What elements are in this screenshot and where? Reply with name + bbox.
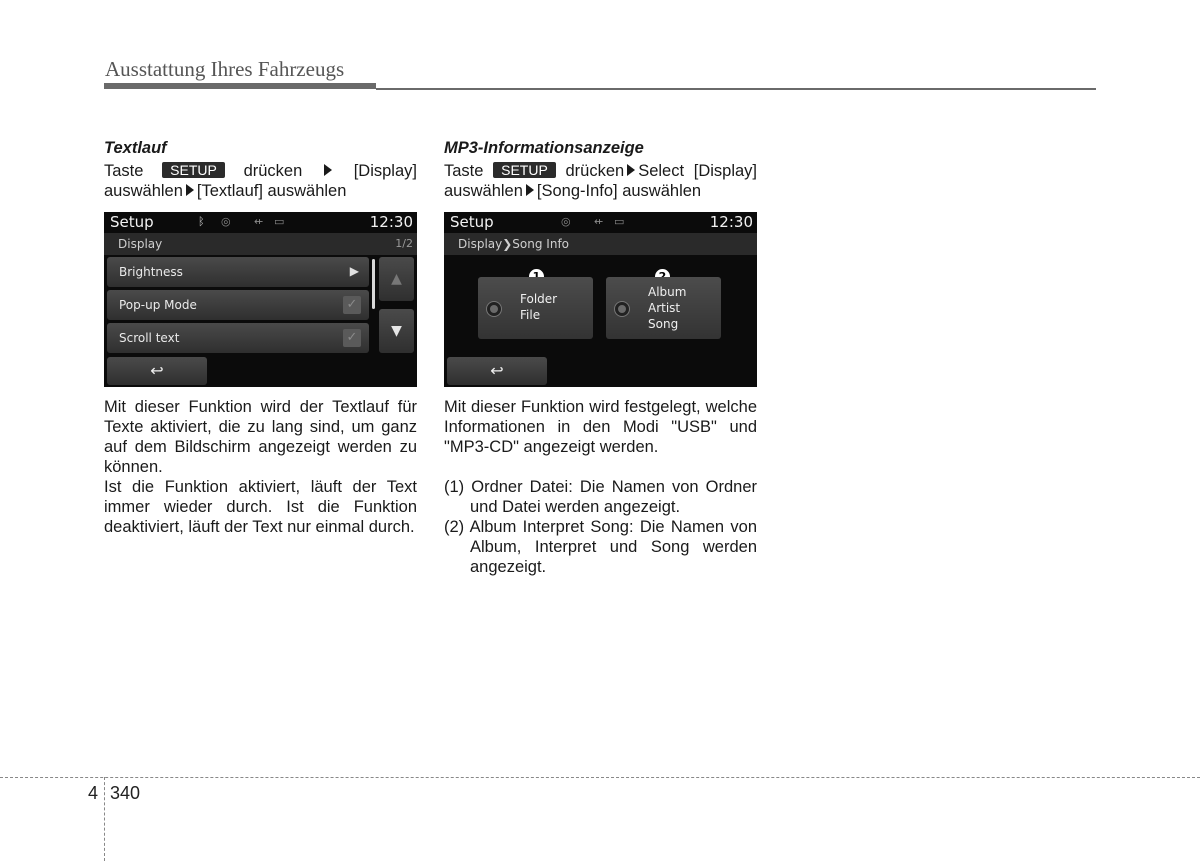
left-body <box>104 397 417 537</box>
page-indicator: 1/2 <box>395 237 413 250</box>
radio-icon[interactable] <box>614 301 630 317</box>
breadcrumb-parent: Display <box>458 237 503 251</box>
instruction-line-1 <box>104 161 417 181</box>
status-bar <box>104 212 417 232</box>
menu-item-brightness[interactable] <box>107 257 369 287</box>
clock: 12:30 <box>369 213 413 231</box>
list-marker: (2) <box>444 518 465 536</box>
instruction-text: [Display] <box>353 162 417 180</box>
footer-divider <box>104 777 105 861</box>
page-number: 340 <box>110 783 141 803</box>
menu-item-label: Scroll text <box>119 331 180 345</box>
breadcrumb <box>104 233 417 255</box>
aux-icon: ▭ <box>274 215 285 228</box>
menu-item-scroll-text[interactable] <box>107 323 369 353</box>
list-text: Album Interpret Song: Die Namen von Album, Interpret und Song werden angezeigt. <box>469 518 757 576</box>
aux-icon: ▭ <box>614 215 625 228</box>
option-line: Folder <box>520 292 558 306</box>
option-line: File <box>520 308 541 322</box>
arrow-right-icon <box>324 164 332 176</box>
breadcrumb-current: Song Info <box>512 237 570 251</box>
page-header-title: Ausstattung Ihres Fahrzeugs <box>105 57 345 81</box>
scrollbar-thumb[interactable] <box>372 259 375 309</box>
instruction-line-1 <box>444 161 757 181</box>
setup-screen-song-info <box>444 212 757 387</box>
instruction-line-2 <box>104 181 417 201</box>
right-column <box>444 138 757 201</box>
section-heading-mp3-info: MP3-Informationsanzeige <box>444 139 644 157</box>
clock: 12:30 <box>709 213 753 231</box>
status-bar <box>444 212 757 232</box>
chapter-number: 4 <box>88 783 99 803</box>
setup-key-badge: SETUP <box>162 162 225 178</box>
back-button[interactable]: ↩ <box>107 357 207 385</box>
arrow-right-icon <box>186 184 194 196</box>
setup-screen-display <box>104 212 417 387</box>
checkbox-icon[interactable]: ✓ <box>343 329 361 347</box>
checkbox-icon[interactable]: ✓ <box>343 296 361 314</box>
play-arrow-icon: ▶ <box>349 264 359 278</box>
instruction-line-2 <box>444 181 757 201</box>
option-label <box>520 291 557 323</box>
menu-item-label: Pop-up Mode <box>119 298 197 312</box>
radio-icon[interactable] <box>486 301 502 317</box>
footer-rule <box>0 777 1200 778</box>
list-item <box>444 517 757 577</box>
arrow-right-icon <box>526 184 534 196</box>
breadcrumb <box>444 233 757 255</box>
back-button[interactable]: ↩ <box>447 357 547 385</box>
instruction-text: Taste <box>104 162 144 180</box>
menu-item-popup-mode[interactable] <box>107 290 369 320</box>
list-marker: (1) <box>444 478 465 496</box>
breadcrumb-separator: ❯ <box>502 237 513 251</box>
setup-key-badge: SETUP <box>493 162 556 178</box>
body-paragraph: Mit dieser Funktion wird der Textlauf für Texte aktiviert, die zu lang sind, um ganz auf dem Bildschirm angezeigt werden zu können. <box>104 398 417 476</box>
instruction-text: auswählen <box>444 182 523 200</box>
breadcrumb-label <box>458 237 569 251</box>
instruction-text: [Song-Info] auswählen <box>536 182 702 200</box>
option-folder-file[interactable] <box>478 277 593 339</box>
instruction-text: drücken <box>565 162 625 180</box>
right-body <box>444 397 757 577</box>
header-accent-bar <box>104 83 376 89</box>
usb-icon: ⇷ <box>594 215 604 228</box>
option-album-artist-song[interactable] <box>606 277 721 339</box>
disc-icon: ◎ <box>221 215 231 228</box>
spacer <box>444 457 757 477</box>
option-line: Album <box>648 285 687 299</box>
screen-title: Setup <box>450 213 494 231</box>
scroll-up-button[interactable]: ▲ <box>379 257 414 301</box>
option-line: Artist <box>648 301 681 315</box>
instruction-text: drücken <box>243 162 303 180</box>
list-text: Ordner Datei: Die Namen von Ordner und Datei werden angezeigt. <box>470 478 757 516</box>
screen-title: Setup <box>110 213 154 231</box>
instruction-text: [Textlauf] auswählen <box>196 182 347 200</box>
usb-icon: ⇷ <box>254 215 264 228</box>
instruction-text: auswählen <box>104 182 183 200</box>
list-item <box>444 477 757 517</box>
menu-item-label: Brightness <box>119 265 183 279</box>
arrow-right-icon <box>627 164 635 176</box>
header-rule <box>376 88 1096 90</box>
instruction-text: Select [Display] <box>638 162 758 180</box>
scroll-down-button[interactable]: ▼ <box>379 309 414 353</box>
disc-icon: ◎ <box>561 215 571 228</box>
bluetooth-icon: ᛒ <box>198 215 205 228</box>
section-heading-textlauf: Textlauf <box>104 139 167 157</box>
body-paragraph: Ist die Funktion aktiviert, läuft der Text immer wieder durch. Ist die Funktion deaktiviert, läuft der Text nur einmal durch. <box>104 478 417 536</box>
body-paragraph: Mit dieser Funktion wird festgelegt, welche Informationen in den Modi "USB" und "MP3-CD" angezeigt werden. <box>444 398 757 456</box>
breadcrumb-label: Display <box>118 237 163 251</box>
left-column <box>104 138 417 201</box>
option-label <box>648 284 686 332</box>
option-line: Song <box>648 317 679 331</box>
instruction-text: Taste <box>444 162 484 180</box>
